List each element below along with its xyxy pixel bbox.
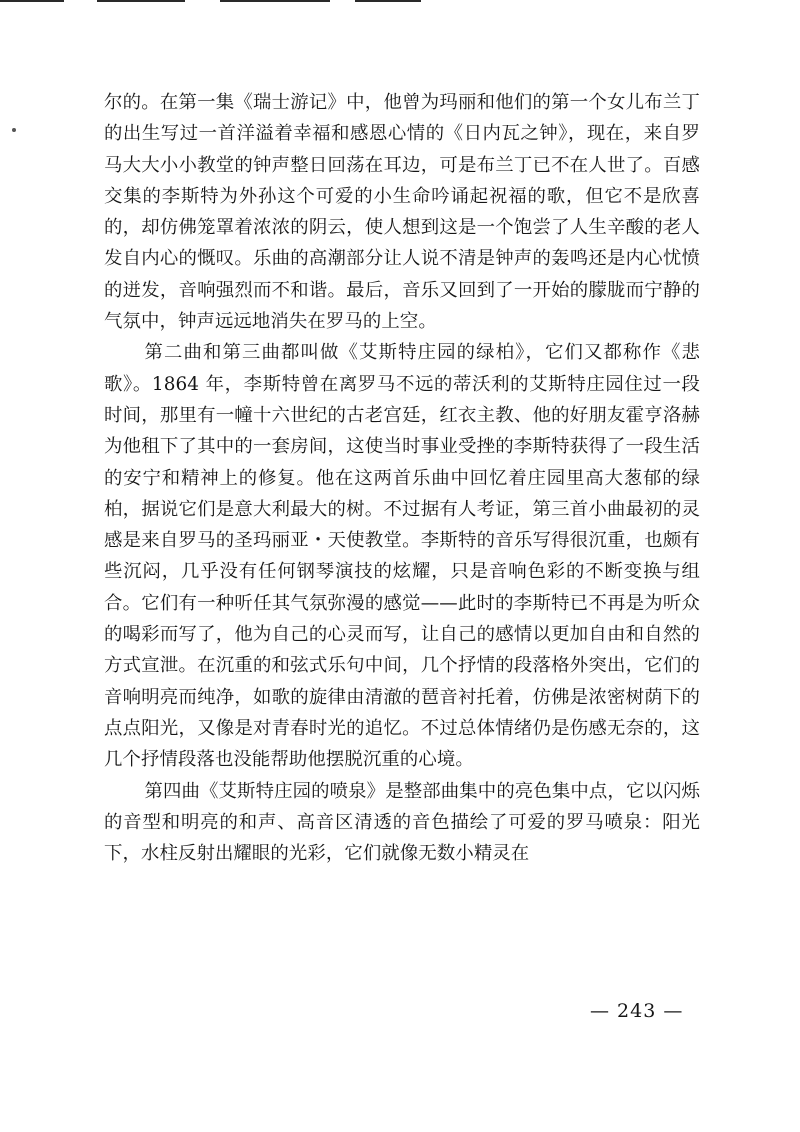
paragraph-continuation: 尔的。在第一集《瑞士游记》中，他曾为玛丽和他们的第一个女儿布兰丁的出生写过一首洋溢着幸福和感恩心情的《日内瓦之钟》，现在，来自罗马大大小小教堂的钟声整日回荡在耳边，可是布兰丁已不在人世了。百感交集的李斯特为外孙这个可爱的小生命吟诵起祝福的歌，但它不是欣喜的，却仿佛笼罩着浓浓的阴云，使人想到这是一个饱尝了人生辛酸的老人发自内心的慨叹。乐曲的高潮部分让人说不清是钟声的轰鸣还是内心忧愤的迸发，音响强烈而不和谐。最后，音乐又回到了一开始的朦胧而宁静的气氛中，钟声远远地消失在罗马的上空。 [104,92,700,333]
top-edge-rule-right [355,0,421,2]
top-edge-rule-middle-2 [220,0,330,2]
paragraph-fourth-piece: 第四曲《艾斯特庄园的喷泉》是整部曲集中的亮色集中点，它以闪烁的音型和明亮的和声、高音区清透的音色描绘了可爱的罗马喷泉：阳光下，水柱反射出耀眼的光彩，它们就像无数小精灵在 [104,780,700,865]
top-edge-rule-middle-1 [97,0,185,2]
top-edge-rule-left [0,0,64,2]
margin-scan-mark [12,128,16,132]
paragraph-second-third-pieces: 第二曲和第三曲都叫做《艾斯特庄园的绿柏》，它们又都称作《悲歌》。1864 年，李斯特曾在离罗马不远的蒂沃利的艾斯特庄园住过一段时间，那里有一幢十六世纪的古老宫廷，红衣主教、他的好朋友霍亨洛赫为他租下了其中的一套房间，这使当时事业受挫的李斯特获得了一段生活的安宁和精神上的修复。他在这两首乐曲中回忆着庄园里高大葱郁的绿柏，据说它们是意大利最大的树。不过据有人考证，第三首小曲最初的灵感是来自罗马的圣玛丽亚・天使教堂。李斯特的音乐写得很沉重，也颇有些沉闷，几乎没有任何钢琴演技的炫耀，只是音响色彩的不断变换与组合。它们有一种听任其气氛弥漫的感觉——此时的李斯特已不再是为听众的喝彩而写了，他为自己的心灵而写，让自己的感情以更加自由和自然的方式宣泄。在沉重的和弦式乐句中间，几个抒情的段落格外突出，它们的音响明亮而纯净，如歌的旋律由清澈的琶音衬托着，仿佛是浓密树荫下的点点阳光，又像是对青春时光的追忆。不过总体情绪仍是伤感无奈的，这几个抒情段落也没能帮助他摆脱沉重的心境。 [104,342,700,771]
page-number: — 243 — [590,1000,684,1022]
body-text [104,87,700,869]
